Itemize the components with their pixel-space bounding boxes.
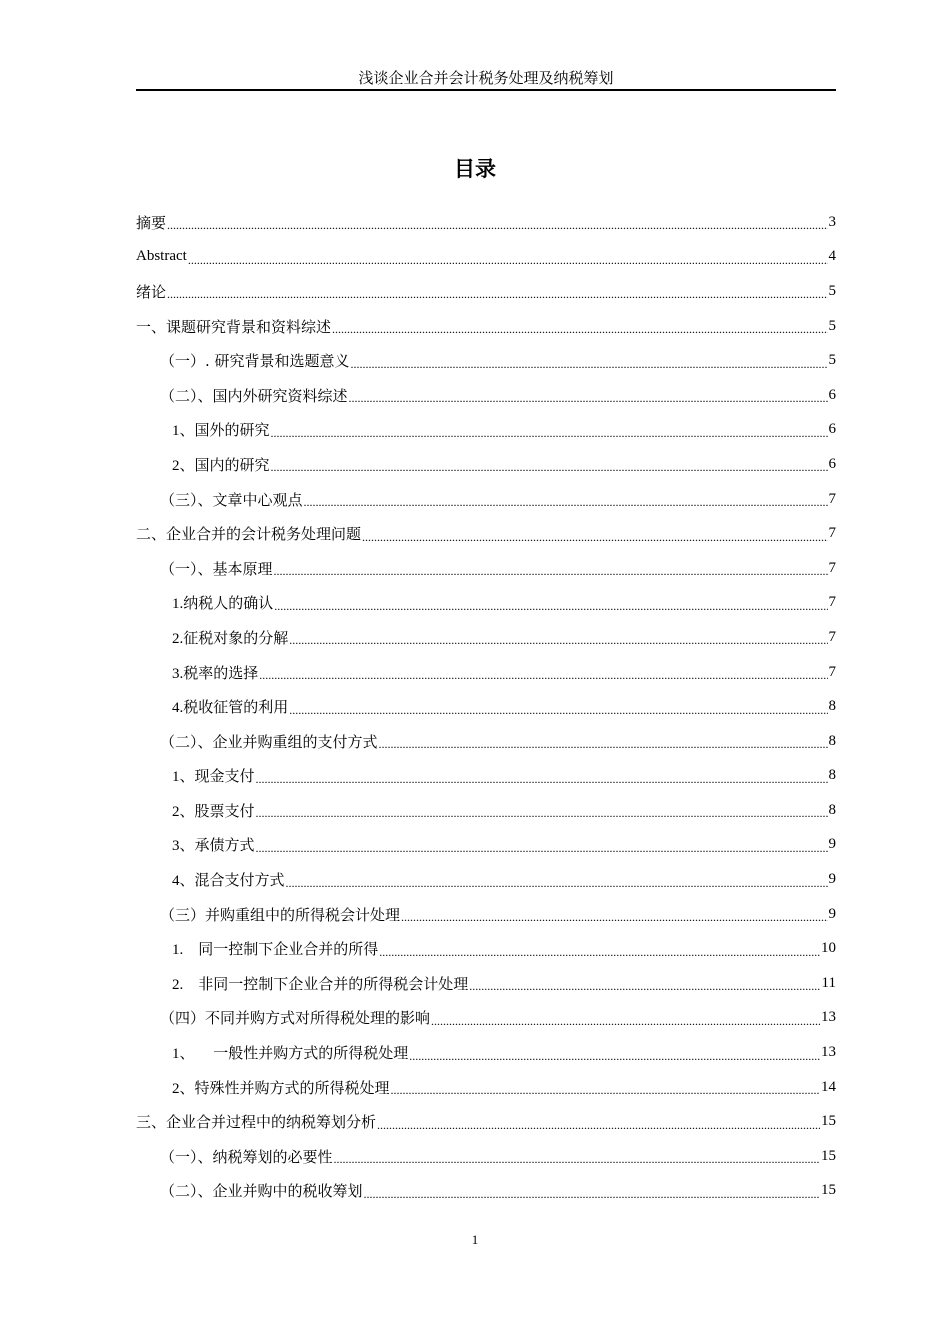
dot-leader (304, 494, 828, 510)
toc-entry-page: 8 (828, 767, 836, 784)
dot-leader (256, 771, 828, 787)
toc-entry-page: 6 (828, 421, 836, 438)
toc-entry-label: 4.税收征管的利用 (172, 700, 289, 717)
dot-leader (364, 1186, 820, 1202)
toc-entry[interactable] (136, 966, 836, 1001)
toc-entry-page: 9 (828, 871, 836, 888)
toc-entry-label: （一）、纳税筹划的必要性 (160, 1147, 333, 1166)
toc-entry-page: 9 (828, 836, 836, 853)
toc-entry-label: 1、 一般性并购方式的所得税处理 (172, 1046, 409, 1063)
toc-entry-label: （二）、国内外研究资料综述 (160, 386, 348, 405)
dot-leader (167, 286, 827, 302)
toc-entry-page: 8 (828, 698, 836, 715)
toc-entry-label: 2、特殊性并购方式的所得税处理 (172, 1080, 390, 1097)
toc-entry[interactable] (136, 828, 836, 863)
toc-entry[interactable] (136, 1139, 836, 1174)
toc-entry-label: （三）、文章中心观点 (160, 490, 303, 509)
toc-entry-label: 1.纳税人的确认 (172, 596, 274, 613)
page-number: 1 (471, 1232, 479, 1247)
toc-entry-page: 6 (828, 455, 836, 472)
toc-entry[interactable] (136, 516, 836, 551)
toc-entry-label: （二）、企业并购重组的支付方式 (160, 732, 378, 751)
toc-entry[interactable] (136, 274, 836, 309)
toc-entry[interactable] (136, 1035, 836, 1070)
toc-entry-page: 15 (821, 1113, 836, 1130)
toc-entry-page: 7 (828, 663, 836, 680)
toc-entry-label: 1、现金支付 (172, 769, 255, 786)
dot-leader (391, 1082, 820, 1098)
toc-entry-label: 摘要 (136, 213, 167, 232)
toc-entry[interactable] (136, 620, 836, 655)
toc-entry-label: 3.税率的选择 (172, 665, 259, 682)
toc-entry[interactable] (136, 205, 836, 240)
toc-entry-page: 7 (828, 628, 836, 645)
dot-leader (379, 944, 820, 960)
toc-entry-label: 绪论 (136, 282, 167, 301)
dot-leader (409, 1048, 820, 1064)
dot-leader (274, 563, 828, 579)
toc-entry[interactable] (136, 343, 836, 378)
dot-leader (271, 425, 828, 441)
running-header: 浅谈企业合并会计税务处理及纳税筹划 (136, 68, 836, 91)
toc-entry-page: 13 (821, 1044, 836, 1061)
dot-leader (289, 632, 827, 648)
table-of-contents (136, 205, 836, 1208)
dot-leader (259, 667, 827, 683)
toc-entry-label: （二）、企业并购中的税收筹划 (160, 1182, 363, 1201)
toc-entry[interactable] (136, 655, 836, 690)
toc-entry-label: 1、国外的研究 (172, 423, 270, 440)
toc-entry-label: （三）并购重组中的所得税会计处理 (160, 905, 401, 924)
toc-entry[interactable] (136, 482, 836, 517)
dot-leader (469, 978, 820, 994)
toc-entry-label: 3、承债方式 (172, 838, 255, 855)
dot-leader (431, 1013, 820, 1029)
toc-entry-page: 15 (821, 1147, 836, 1164)
toc-entry[interactable] (136, 793, 836, 828)
toc-entry-page: 4 (828, 248, 836, 265)
dot-leader (271, 459, 828, 475)
toc-entry[interactable] (136, 724, 836, 759)
toc-entry-page: 7 (828, 594, 836, 611)
toc-entry[interactable] (136, 586, 836, 621)
toc-entry-label: 二、企业合并的会计税务处理问题 (136, 525, 362, 544)
toc-entry[interactable] (136, 1174, 836, 1209)
toc-entry-page: 8 (828, 801, 836, 818)
toc-entry-page: 5 (828, 317, 836, 334)
dot-leader (167, 217, 827, 233)
toc-entry[interactable] (136, 309, 836, 344)
toc-entry-label: （一）. 研究背景和选题意义 (160, 352, 350, 371)
toc-entry-label: （一）、基本原理 (160, 559, 273, 578)
dot-leader (289, 702, 827, 718)
toc-entry-page: 10 (821, 940, 836, 957)
toc-entry-page: 7 (828, 490, 836, 507)
toc-entry[interactable] (136, 689, 836, 724)
dot-leader (334, 1151, 820, 1167)
dot-leader (188, 252, 828, 268)
toc-entry[interactable] (136, 447, 836, 482)
toc-entry-label: Abstract (136, 248, 187, 265)
toc-entry[interactable] (136, 413, 836, 448)
toc-entry-label: 2.征税对象的分解 (172, 630, 289, 647)
toc-entry-label: 2、股票支付 (172, 803, 255, 820)
toc-entry[interactable] (136, 931, 836, 966)
toc-entry-page: 7 (828, 525, 836, 542)
dot-leader (256, 840, 828, 856)
toc-entry-page: 3 (828, 213, 836, 230)
dot-leader (379, 736, 828, 752)
dot-leader (349, 390, 828, 406)
toc-entry-label: 2、国内的研究 (172, 457, 270, 474)
dot-leader (256, 805, 828, 821)
toc-entry[interactable] (136, 551, 836, 586)
dot-leader (401, 909, 827, 925)
toc-entry-page: 8 (828, 732, 836, 749)
toc-entry-page: 11 (821, 974, 836, 991)
toc-entry[interactable] (136, 1104, 836, 1139)
toc-entry-label: 1. 同一控制下企业合并的所得 (172, 942, 379, 959)
toc-entry[interactable] (136, 759, 836, 794)
dot-leader (286, 875, 828, 891)
toc-entry-label: 一、课题研究背景和资料综述 (136, 317, 332, 336)
toc-entry-page: 5 (828, 282, 836, 299)
toc-entry[interactable] (136, 1070, 836, 1105)
toc-entry-page: 14 (821, 1078, 836, 1095)
dot-leader (362, 529, 827, 545)
toc-entry-page: 5 (828, 352, 836, 369)
dot-leader (351, 356, 828, 372)
toc-entry-page: 9 (828, 905, 836, 922)
dot-leader (332, 321, 827, 337)
toc-title: 目录 (454, 157, 496, 181)
toc-entry-page: 6 (828, 386, 836, 403)
toc-entry-label: 三、企业合并过程中的纳税筹划分析 (136, 1113, 377, 1132)
toc-entry-page: 15 (821, 1182, 836, 1199)
toc-entry-label: 2. 非同一控制下企业合并的所得税会计处理 (172, 976, 469, 993)
toc-entry[interactable] (136, 862, 836, 897)
toc-entry[interactable] (136, 240, 836, 275)
dot-leader (377, 1117, 820, 1133)
toc-entry-label: （四）不同并购方式对所得税处理的影响 (160, 1009, 431, 1028)
toc-entry-page: 7 (828, 559, 836, 576)
toc-entry-label: 4、混合支付方式 (172, 873, 285, 890)
toc-entry[interactable] (136, 378, 836, 413)
toc-entry[interactable] (136, 1001, 836, 1036)
dot-leader (274, 598, 827, 614)
toc-entry-page: 13 (821, 1009, 836, 1026)
toc-entry[interactable] (136, 897, 836, 932)
